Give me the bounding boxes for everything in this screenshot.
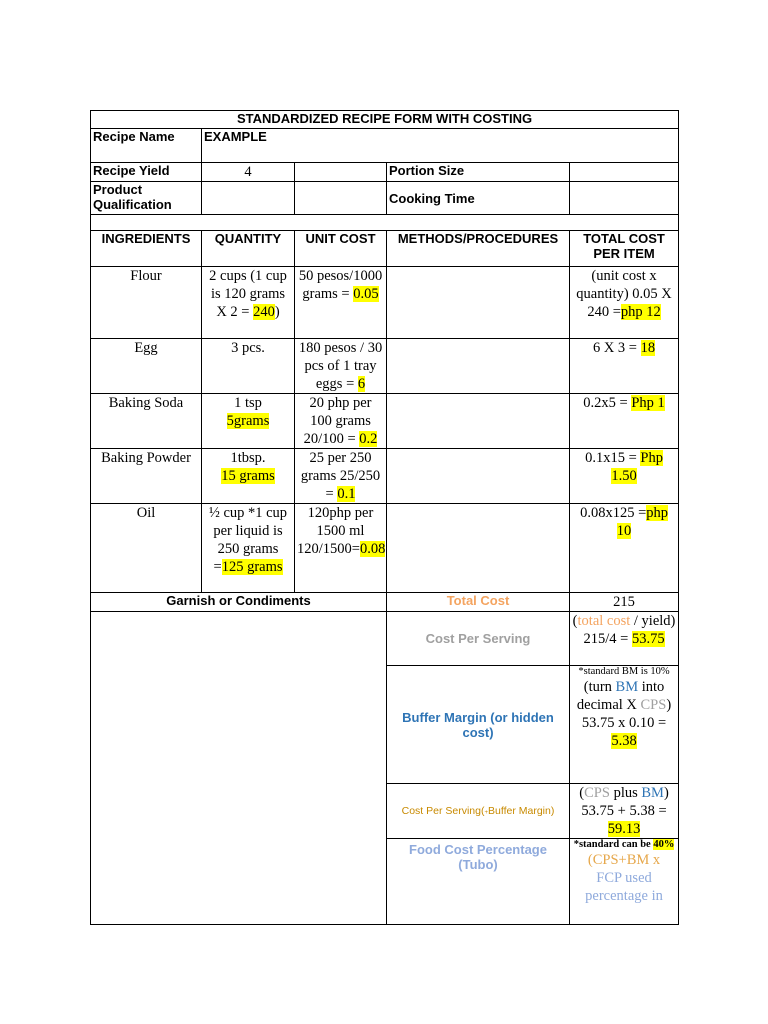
recipe-yield-label: Recipe Yield: [91, 163, 202, 182]
header-methods: METHODS/PROCEDURES: [387, 231, 570, 267]
portion-size-label: Portion Size: [387, 163, 570, 182]
ingredient-quantity: 2 cups (1 cup is 120 grams X 2 = 240): [202, 267, 295, 339]
ingredient-row: [91, 267, 679, 339]
cooking-time-value: [570, 182, 679, 215]
ingredient-name: Oil: [91, 504, 202, 593]
garnish-label: Garnish or Condiments: [91, 593, 387, 612]
recipe-costing-form: [90, 110, 679, 925]
header-unit-cost: UNIT COST: [295, 231, 387, 267]
recipe-name-value: EXAMPLE: [202, 129, 679, 163]
ingredient-name: Flour: [91, 267, 202, 339]
product-qualification-label: Product Qualification: [91, 182, 202, 215]
ingredient-name: Baking Powder: [91, 449, 202, 504]
header-quantity: QUANTITY: [202, 231, 295, 267]
ingredient-total-cost: 0.2x5 = Php 1: [570, 394, 679, 449]
product-qualification-blank: [295, 182, 387, 215]
ingredient-total-cost: 0.1x15 = Php 1.50: [570, 449, 679, 504]
garnish-area: [91, 612, 387, 925]
cost-per-serving-value: (total cost / yield) 215/4 = 53.75: [570, 612, 679, 666]
recipe-yield-value: 4: [202, 163, 295, 182]
ingredient-method: [387, 449, 570, 504]
ingredient-row: [91, 504, 679, 593]
cooking-time-label: Cooking Time: [387, 182, 570, 215]
header-total-cost: TOTAL COST PER ITEM: [570, 231, 679, 267]
ingredient-total-cost: 0.08x125 =php 10: [570, 504, 679, 593]
ingredient-method: [387, 394, 570, 449]
food-cost-percentage-label: Food Cost Percentage (Tubo): [387, 839, 570, 925]
ingredient-unit-cost: 25 per 250 grams 25/250 = 0.1: [295, 449, 387, 504]
ingredient-total-cost: (unit cost x quantity) 0.05 X 240 =php 12: [570, 267, 679, 339]
ingredient-unit-cost: 180 pesos / 30 pcs of 1 tray eggs = 6: [295, 339, 387, 394]
buffer-margin-value: *standard BM is 10% (turn BM into decimal X CPS) 53.75 x 0.10 = 5.38: [570, 666, 679, 784]
ingredient-unit-cost: 20 php per 100 grams 20/100 = 0.2: [295, 394, 387, 449]
product-qualification-value: [202, 182, 295, 215]
ingredient-row: [91, 394, 679, 449]
ingredient-unit-cost: 120php per 1500 ml 120/1500=0.08: [295, 504, 387, 593]
total-cost-label: Total Cost: [387, 593, 570, 612]
recipe-yield-blank: [295, 163, 387, 182]
ingredient-row: [91, 449, 679, 504]
portion-size-value: [570, 163, 679, 182]
buffer-margin-label: Buffer Margin (or hidden cost): [387, 666, 570, 784]
ingredient-method: [387, 339, 570, 394]
ingredient-total-cost: 6 X 3 = 18: [570, 339, 679, 394]
ingredient-quantity: ½ cup *1 cup per liquid is 250 grams =125 grams: [202, 504, 295, 593]
ingredient-method: [387, 267, 570, 339]
ingredient-quantity: 1 tsp 5grams: [202, 394, 295, 449]
total-cost-value: 215: [570, 593, 679, 612]
ingredient-name: Egg: [91, 339, 202, 394]
food-cost-percentage-value: *standard can be 40% (CPS+BM x FCP used percentage in: [570, 839, 679, 925]
ingredient-unit-cost: 50 pesos/1000 grams = 0.05: [295, 267, 387, 339]
ingredient-quantity: 1tbsp. 15 grams: [202, 449, 295, 504]
recipe-name-label: Recipe Name: [91, 129, 202, 163]
cps-plus-bm-value: (CPS plus BM) 53.75 + 5.38 = 59.13: [570, 784, 679, 839]
form-title: STANDARDIZED RECIPE FORM WITH COSTING: [91, 111, 679, 129]
header-ingredients: INGREDIENTS: [91, 231, 202, 267]
ingredient-row: [91, 339, 679, 394]
cps-plus-bm-label: Cost Per Serving(+Buffer Margin): [387, 784, 570, 839]
cost-per-serving-label: Cost Per Serving: [387, 612, 570, 666]
spacer-row: [91, 215, 679, 231]
ingredient-quantity: 3 pcs.: [202, 339, 295, 394]
ingredient-method: [387, 504, 570, 593]
ingredient-name: Baking Soda: [91, 394, 202, 449]
